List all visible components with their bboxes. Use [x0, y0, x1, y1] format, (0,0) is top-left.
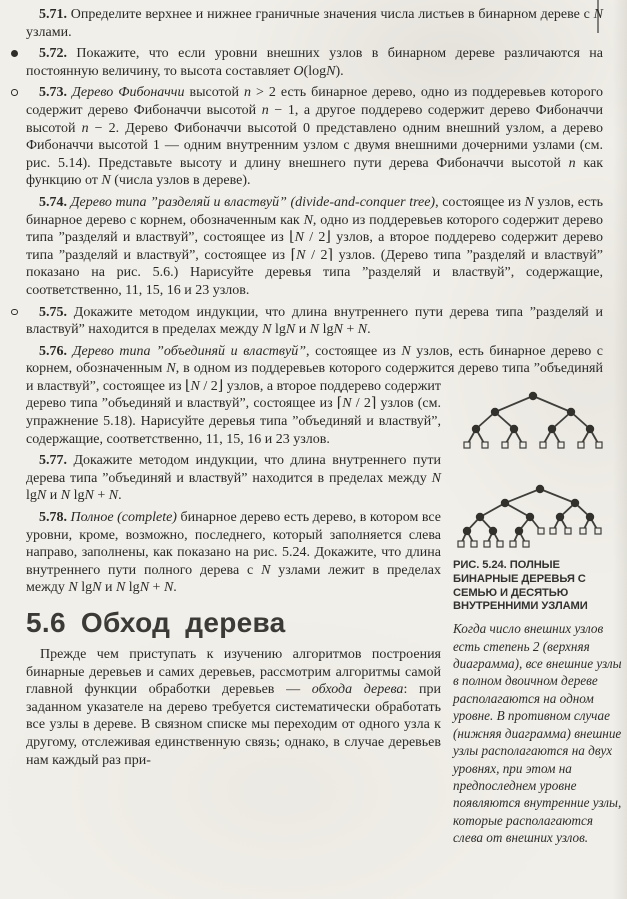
exercise-text: Докажите методом индукции, что длина внутреннего пути дерева типа ”разделяй и властвуй” находится в пределах между N lgN и N lgN + N. — [26, 304, 603, 338]
exercise-5-78 — [26, 509, 603, 597]
exercise-number: 5.72. — [39, 46, 67, 62]
exercise-text: Дерево типа ”объединяй и властвуй”, состоящее из N узлов, есть бинарное дерево с корнем, обозначенным N, в одном из поддеревьев которого содержится — [26, 343, 604, 377]
exercise-text: Определите верхнее и нижнее граничные значения числа листьев в бинарном дереве с N узлами. — [26, 7, 604, 40]
circle-marker-icon — [11, 309, 18, 316]
exercise-text: Покажите, что если уровни внешних узлов в бинарном дереве различаются на постоянную величину, то высота составляет O(logN). — [26, 46, 604, 79]
bullet-marker-icon — [11, 50, 18, 57]
exercise-number: 5.78. — [39, 510, 67, 526]
exercise-5-75 — [26, 304, 603, 339]
exercise-number: 5.77. — [39, 453, 67, 469]
binary-tree-diagram-seven-internal — [453, 390, 623, 458]
exercise-5-72 — [26, 45, 603, 80]
exercise-5-77 — [26, 452, 603, 505]
exercise-text: Дерево типа ”разделяй и властвуй” (divide-and-conquer tree), состоящее из N узлов, есть бинарное дерево с корнем, обозначенным как N, одно из поддеревьев которого содержит дерево типа ”разделяй и властвуй”, состоящее из ⌊N / 2⌋ узлов, а второе поддерево содержит дерево типа ”разделяй и властвуй”, состоящее из ⌈N / 2⌉ узлов. (Дерево типа ”разделяй и властвуй” показано на рис. 5.6.) Нарисуйте деревья типа ”разделяй и властвуй”, содержащие, соответственно, 11, 15, 16 и 23 узлов. — [26, 194, 604, 298]
exercise-text: Дерево Фибоначчи высотой n > 2 есть бинарное дерево, одно из поддеревьев которого содержит дерево Фибоначчи высотой n − 1, а другое поддерево содержит дерево Фибоначчи высотой n − 2. Дерево Фибоначчи высотой 0 представлено одним внешний узлом, а дерево Фибоначчи высотой 1 — одним внутренним узлом с двумя внешними дочерними узлами (см. рис. 5.14). Представьте высоту и длину внешнего пути дерева Фибоначчи высотой n как функцию от N (числа узлов в дереве). — [26, 85, 603, 189]
section-number: 5.6 — [26, 607, 66, 638]
exercise-5-71 — [26, 6, 603, 41]
exercise-number: 5.71. — [39, 7, 67, 22]
exercise-number: 5.76. — [39, 343, 67, 359]
exercise-text: Докажите методом индукции, что длина внутреннего пути дерева типа ”объединяй и властвуй” находится в пределах между N lgN и N lgN + N. — [26, 453, 442, 504]
circle-marker-icon — [11, 89, 18, 96]
exercise-number: 5.73. — [39, 85, 67, 101]
exercise-number: 5.74. — [39, 194, 67, 210]
exercise-5-73 — [26, 84, 603, 190]
exercise-5-74 — [26, 194, 603, 300]
exercise-text: Полное (complete) бинарное дерево есть дерево, в котором все уровни, кроме, возможно, последнего, который заполняется слева направо, заполнены, как показано на рис. 5.24. Докажите, что длина внутреннего пути полного дерева с N узлами лежит в пределах между N lgN и N lgN + N. — [26, 510, 442, 596]
intro-paragraph: Прежде чем приступать к изучению алгоритмов построения бинарные деревьев и самих деревьев, рассмотрим алгоритмы самой главной функции обработки деревьев — обхода дерева: при заданном указателе на дерево требуется систематически обработать все узлы в дереве. В связном списке мы переходим от одного узла к другому, отслеживая единственную связь; однако, в случае деревьев нам каждый раз при- — [26, 647, 441, 768]
section-title: Обход дерева — [80, 607, 286, 638]
exercise-number: 5.75. — [39, 304, 67, 320]
figure-description: Когда число внешних узлов есть степень 2 (верхняя диаграмма), все внешние узлы в полном двоичном дереве располагаются на одном уровне. В противном случае (нижняя диаграмма) внешние узлы располагаются на двух уровнях, при этом на предпоследнем уровне появляются внутренние узлы, которые располагаются слева от внешних узлов. — [453, 621, 622, 846]
exercise-text-continued: дерево типа ”объединяй и властвуй”, состоящее из ⌊N / 2⌋ узлов, а второе поддерево содержит дерево типа ”объединяй и властвуй”, состоящее из ⌈N / 2⌉ узлов (см. упражнение 5.18). Нарисуйте деревья типа ”объединяй и властвуй”, содержащие, соответственно, 11, 15, 16 и 23 узлов. — [26, 361, 603, 447]
figure-caption: РИС. 5.24. ПОЛНЫЕ БИНАРНЫЕ ДЕРЕВЬЯ С СЕМЬЮ И ДЕСЯТЬЮ ВНУТРЕННИМИ УЗЛАМИ — [453, 559, 588, 613]
